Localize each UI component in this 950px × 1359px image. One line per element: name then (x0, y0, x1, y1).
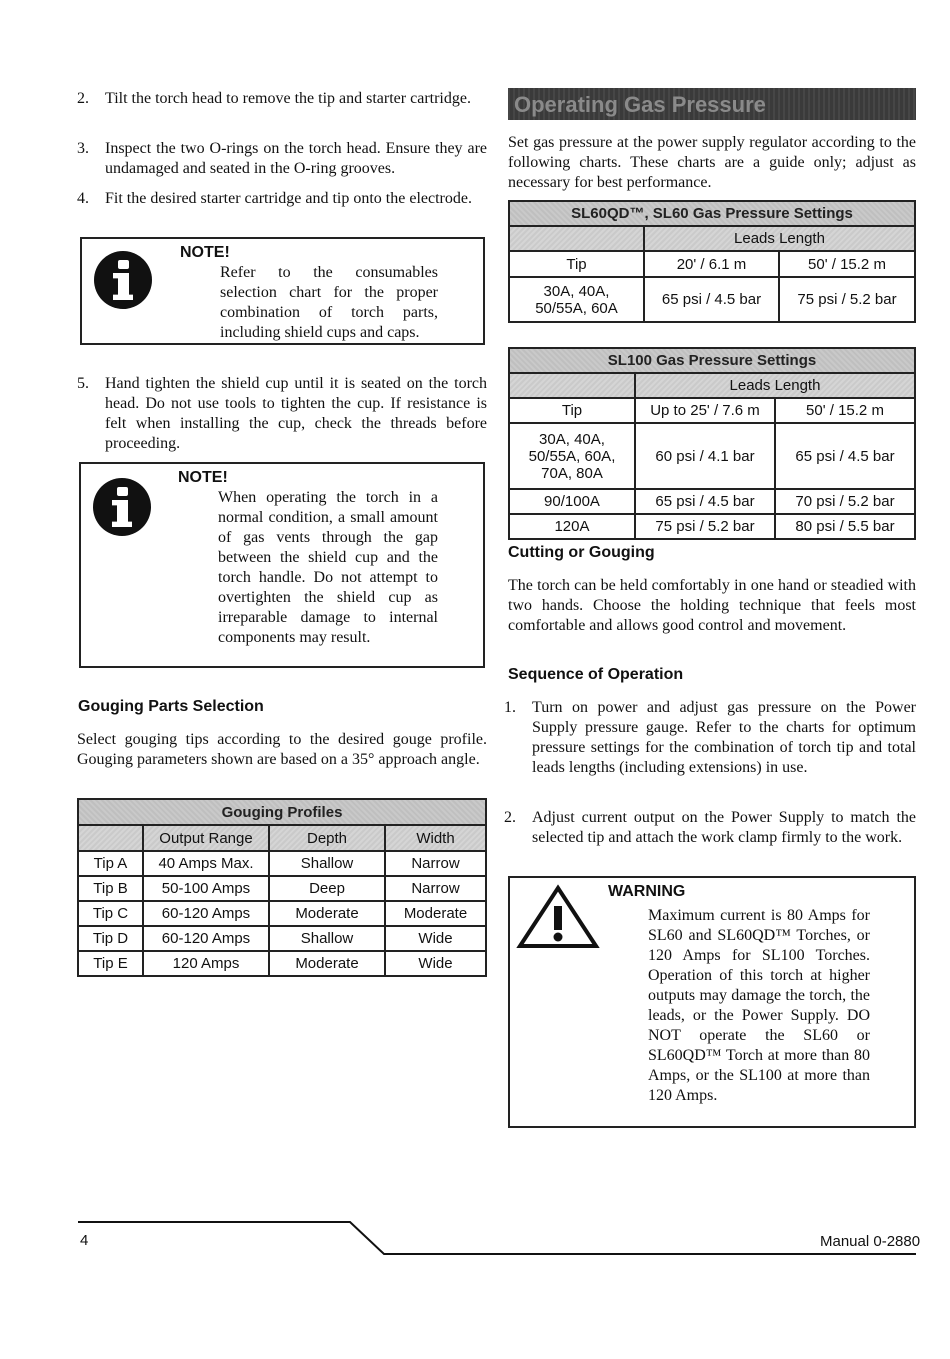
table-cell: 75 psi / 5.2 bar (779, 277, 915, 322)
table-subtitle: Leads Length (644, 226, 915, 251)
table-cell: 60-120 Amps (143, 926, 269, 951)
table-cell: Moderate (385, 901, 486, 926)
manual-number: Manual 0-2880 (820, 1233, 921, 1250)
table-cell: Narrow (385, 851, 486, 876)
table-row (78, 951, 486, 976)
table-header: Tip (509, 251, 644, 277)
table-row (509, 489, 915, 514)
gouging-profiles-table (77, 798, 487, 977)
table-cell: Deep (269, 876, 385, 901)
step-number: 3. (77, 140, 89, 157)
table-cell: 40 Amps Max. (143, 851, 269, 876)
warning-box (508, 876, 916, 1128)
table-header: Tip (509, 398, 635, 423)
section-title: Operating Gas Pressure (514, 92, 766, 117)
gouging-text: Select gouging tips according to the desired gouge profile. Gouging parameters shown are based on a 35° approach angle. (77, 731, 487, 768)
table-cell: 60 psi / 4.1 bar (635, 423, 775, 489)
table-header-blank (509, 226, 644, 251)
section-banner (508, 88, 916, 120)
step-number: 4. (77, 190, 89, 207)
info-icon (93, 478, 151, 536)
table-cell: 65 psi / 4.5 bar (635, 489, 775, 514)
sequence-heading: Sequence of Operation (508, 666, 684, 683)
table-cell: Wide (385, 951, 486, 976)
step-5 (77, 374, 487, 454)
table-cell: 60-120 Amps (143, 901, 269, 926)
table-header: 50' / 15.2 m (775, 398, 915, 423)
sl100-gas-pressure-table (508, 347, 916, 540)
step-number: 5. (77, 375, 89, 392)
table-cell: Moderate (269, 901, 385, 926)
table-header: Depth (269, 825, 385, 851)
table-cell: 70 psi / 5.2 bar (775, 489, 915, 514)
note-text: Refer to the consumables selection chart for the proper combination of torch parts, including shield cups and caps. (220, 264, 438, 341)
table-header-blank (509, 373, 635, 398)
table-row (78, 851, 486, 876)
table-row (509, 514, 915, 539)
note-title: NOTE! (178, 469, 228, 486)
table-cell: 65 psi / 4.5 bar (775, 423, 915, 489)
cutting-heading: Cutting or Gouging (508, 544, 655, 561)
table-header: Output Range (143, 825, 269, 851)
table-cell: Tip B (78, 876, 143, 901)
sl60-gas-pressure-table (508, 200, 916, 323)
table-header: Width (385, 825, 486, 851)
table-header: Up to 25' / 7.6 m (635, 398, 775, 423)
table-row (78, 926, 486, 951)
step-text: Inspect the two O-rings on the torch head. Ensure they are undamaged and seated in the O-ring grooves. (105, 140, 487, 177)
step-number: 2. (77, 90, 89, 107)
table-cell: 120A (509, 514, 635, 539)
table-title: SL100 Gas Pressure Settings (509, 348, 915, 373)
step-2 (77, 89, 487, 109)
table-cell: Tip C (78, 901, 143, 926)
cutting-text: The torch can be held comfortably in one hand or steadied with two hands. Choose the holding technique that feels most comfortable and allows good control and movement. (508, 577, 916, 634)
table-row (509, 423, 915, 489)
note-text: When operating the torch in a normal condition, a small amount of gas vents through the gap between the shield cup and the torch handle. Do not attempt to overtighten the shield cup as irreparable damage to internal components may result. (218, 489, 438, 646)
table-row (78, 876, 486, 901)
step-text: Tilt the torch head to remove the tip and starter cartridge. (105, 90, 471, 107)
note-box-1 (80, 237, 485, 345)
table-cell: 65 psi / 4.5 bar (644, 277, 779, 322)
table-row (509, 277, 915, 322)
seq-step-2 (504, 808, 916, 848)
table-cell: 75 psi / 5.2 bar (635, 514, 775, 539)
warning-text: Maximum current is 80 Amps for SL60 and SL60QD™ Torches, or 120 Amps for SL100 Torches. Operation of this torch at higher outputs may damage the torch, the leads, or the Power Supply. DO NOT operate the SL60 or SL60QD™ Torch at more than 80 Amps, or the SL100 at more than 120 Amps. (648, 907, 870, 1104)
table-cell: 80 psi / 5.5 bar (775, 514, 915, 539)
table-cell: Shallow (269, 851, 385, 876)
warning-title: WARNING (608, 883, 686, 900)
table-cell: Wide (385, 926, 486, 951)
table-row (78, 901, 486, 926)
table-cell: 30A, 40A, 50/55A, 60A (509, 277, 644, 322)
footer-rule (0, 1218, 950, 1258)
gouging-heading: Gouging Parts Selection (78, 698, 264, 715)
table-cell: Tip E (78, 951, 143, 976)
step-text: Turn on power and adjust gas pressure on the Power Supply pressure gauge. Refer to the charts for optimum pressure settings for the combination of torch tip and total leads lengths (including extensions) in use. (532, 699, 916, 776)
table-cell: Narrow (385, 876, 486, 901)
table-header (78, 825, 143, 851)
table-cell: Tip D (78, 926, 143, 951)
step-3 (77, 139, 487, 179)
table-cell: Shallow (269, 926, 385, 951)
step-number: 2. (504, 809, 516, 826)
step-text: Adjust current output on the Power Supply to match the selected tip and attach the work clamp firmly to the work. (532, 809, 916, 846)
table-cell: 90/100A (509, 489, 635, 514)
table-cell: 50-100 Amps (143, 876, 269, 901)
info-icon (94, 251, 152, 309)
step-text: Hand tighten the shield cup until it is seated on the torch head. Do not use tools to tighten the cup. If resistance is felt when installing the cup, check the threads before proceeding. (105, 375, 487, 452)
table-header: 50' / 15.2 m (779, 251, 915, 277)
table-cell: Tip A (78, 851, 143, 876)
table-cell: 30A, 40A, 50/55A, 60A, 70A, 80A (509, 423, 635, 489)
step-text: Fit the desired starter cartridge and tip onto the electrode. (105, 190, 472, 207)
table-header: 20' / 6.1 m (644, 251, 779, 277)
seq-step-1 (504, 698, 916, 778)
table-cell: 120 Amps (143, 951, 269, 976)
gas-intro-text: Set gas pressure at the power supply regulator according to the following charts. These charts are a guide only; adjust as necessary for best performance. (508, 134, 916, 191)
table-title: SL60QD™, SL60 Gas Pressure Settings (509, 201, 915, 226)
warning-triangle-icon (516, 884, 600, 950)
page-number: 4 (80, 1232, 89, 1249)
table-subtitle: Leads Length (635, 373, 915, 398)
table-title: Gouging Profiles (78, 799, 486, 825)
note-title: NOTE! (180, 244, 230, 261)
step-4 (77, 189, 487, 209)
step-number: 1. (504, 699, 516, 716)
note-box-2 (79, 462, 485, 668)
table-cell: Moderate (269, 951, 385, 976)
